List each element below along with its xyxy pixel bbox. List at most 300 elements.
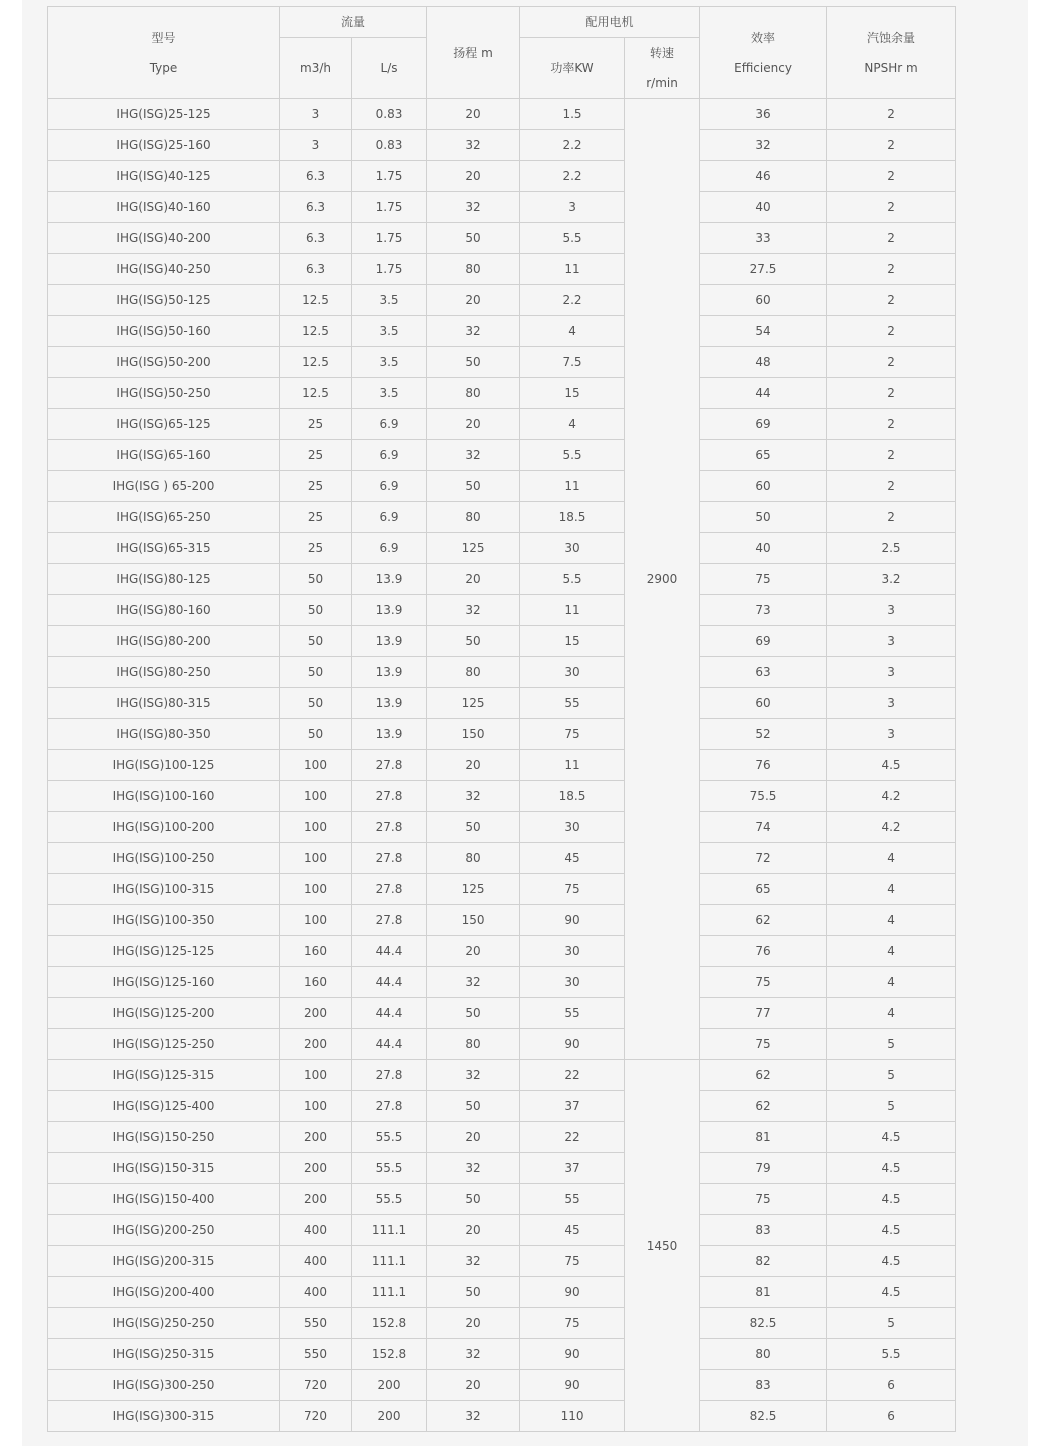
cell-flow-ls: 1.75 — [352, 254, 427, 285]
cell-npsh: 2 — [827, 161, 956, 192]
cell-efficiency: 60 — [700, 688, 827, 719]
cell-type: IHG(ISG)40-160 — [48, 192, 280, 223]
cell-flow-m3h: 12.5 — [280, 316, 352, 347]
cell-flow-m3h: 50 — [280, 564, 352, 595]
table-row — [48, 161, 956, 192]
cell-type: IHG(ISG)50-250 — [48, 378, 280, 409]
cell-head: 32 — [427, 595, 520, 626]
cell-flow-m3h: 100 — [280, 905, 352, 936]
cell-head: 20 — [427, 1215, 520, 1246]
table-row — [48, 1370, 956, 1401]
cell-power: 90 — [520, 905, 625, 936]
table-row — [48, 812, 956, 843]
cell-head: 125 — [427, 874, 520, 905]
cell-flow-m3h: 50 — [280, 626, 352, 657]
cell-flow-ls: 44.4 — [352, 936, 427, 967]
cell-power: 45 — [520, 1215, 625, 1246]
cell-npsh: 2 — [827, 471, 956, 502]
cell-head: 20 — [427, 99, 520, 130]
cell-flow-ls: 27.8 — [352, 781, 427, 812]
cell-npsh: 3 — [827, 626, 956, 657]
cell-npsh: 4.5 — [827, 1184, 956, 1215]
cell-power: 110 — [520, 1401, 625, 1432]
cell-type: IHG(ISG)150-400 — [48, 1184, 280, 1215]
cell-npsh: 6 — [827, 1370, 956, 1401]
cell-flow-m3h: 200 — [280, 998, 352, 1029]
table-header — [48, 7, 956, 99]
cell-flow-m3h: 3 — [280, 130, 352, 161]
table-row — [48, 192, 956, 223]
cell-flow-m3h: 200 — [280, 1184, 352, 1215]
cell-type: IHG(ISG)125-125 — [48, 936, 280, 967]
cell-power: 55 — [520, 998, 625, 1029]
cell-efficiency: 62 — [700, 1060, 827, 1091]
table-row — [48, 1184, 956, 1215]
cell-efficiency: 81 — [700, 1122, 827, 1153]
cell-flow-m3h: 50 — [280, 595, 352, 626]
cell-flow-ls: 1.75 — [352, 192, 427, 223]
table-body — [48, 99, 956, 1432]
cell-type: IHG(ISG)100-200 — [48, 812, 280, 843]
table-row — [48, 750, 956, 781]
cell-head: 32 — [427, 1246, 520, 1277]
cell-npsh: 5 — [827, 1029, 956, 1060]
cell-flow-ls: 13.9 — [352, 595, 427, 626]
cell-flow-ls: 27.8 — [352, 1060, 427, 1091]
cell-power: 30 — [520, 812, 625, 843]
cell-power: 7.5 — [520, 347, 625, 378]
cell-type: IHG(ISG)125-315 — [48, 1060, 280, 1091]
cell-power: 75 — [520, 719, 625, 750]
table-row — [48, 347, 956, 378]
cell-type: IHG(ISG)50-160 — [48, 316, 280, 347]
cell-flow-m3h: 50 — [280, 688, 352, 719]
cell-power: 3 — [520, 192, 625, 223]
cell-head: 32 — [427, 1060, 520, 1091]
cell-flow-m3h: 12.5 — [280, 378, 352, 409]
cell-head: 32 — [427, 440, 520, 471]
cell-power: 22 — [520, 1060, 625, 1091]
cell-flow-ls: 200 — [352, 1401, 427, 1432]
cell-power: 75 — [520, 874, 625, 905]
table-row — [48, 874, 956, 905]
cell-npsh: 5.5 — [827, 1339, 956, 1370]
cell-flow-m3h: 100 — [280, 874, 352, 905]
cell-npsh: 2 — [827, 192, 956, 223]
cell-power: 55 — [520, 1184, 625, 1215]
cell-flow-m3h: 550 — [280, 1308, 352, 1339]
table-row — [48, 316, 956, 347]
cell-flow-ls: 3.5 — [352, 378, 427, 409]
cell-efficiency: 52 — [700, 719, 827, 750]
cell-flow-ls: 13.9 — [352, 719, 427, 750]
cell-efficiency: 75.5 — [700, 781, 827, 812]
cell-flow-m3h: 3 — [280, 99, 352, 130]
cell-efficiency: 83 — [700, 1215, 827, 1246]
cell-head: 50 — [427, 626, 520, 657]
cell-efficiency: 83 — [700, 1370, 827, 1401]
cell-head: 150 — [427, 719, 520, 750]
cell-npsh: 4.5 — [827, 1153, 956, 1184]
cell-power: 30 — [520, 533, 625, 564]
cell-power: 90 — [520, 1370, 625, 1401]
cell-npsh: 4 — [827, 936, 956, 967]
cell-power: 11 — [520, 471, 625, 502]
cell-flow-ls: 0.83 — [352, 130, 427, 161]
cell-efficiency: 48 — [700, 347, 827, 378]
cell-efficiency: 50 — [700, 502, 827, 533]
table-row — [48, 1339, 956, 1370]
table-row — [48, 626, 956, 657]
cell-head: 20 — [427, 936, 520, 967]
cell-flow-ls: 0.83 — [352, 99, 427, 130]
cell-flow-ls: 111.1 — [352, 1246, 427, 1277]
table-row — [48, 378, 956, 409]
table-row — [48, 1122, 956, 1153]
cell-efficiency: 60 — [700, 471, 827, 502]
table-row — [48, 1215, 956, 1246]
cell-power: 2.2 — [520, 285, 625, 316]
cell-type: IHG(ISG)100-160 — [48, 781, 280, 812]
cell-head: 32 — [427, 781, 520, 812]
cell-head: 50 — [427, 812, 520, 843]
cell-flow-ls: 13.9 — [352, 564, 427, 595]
cell-flow-ls: 6.9 — [352, 471, 427, 502]
cell-head: 32 — [427, 130, 520, 161]
cell-flow-ls: 111.1 — [352, 1277, 427, 1308]
cell-power: 1.5 — [520, 99, 625, 130]
cell-npsh: 4.2 — [827, 812, 956, 843]
table-row — [48, 502, 956, 533]
cell-flow-m3h: 100 — [280, 812, 352, 843]
cell-power: 11 — [520, 750, 625, 781]
cell-type: IHG(ISG)65-125 — [48, 409, 280, 440]
header-flow-ls: L/s — [352, 38, 427, 99]
cell-npsh: 6 — [827, 1401, 956, 1432]
cell-head: 80 — [427, 378, 520, 409]
cell-flow-ls: 6.9 — [352, 409, 427, 440]
cell-flow-ls: 27.8 — [352, 812, 427, 843]
cell-power: 30 — [520, 657, 625, 688]
table-row — [48, 409, 956, 440]
cell-head: 20 — [427, 564, 520, 595]
cell-power: 5.5 — [520, 564, 625, 595]
cell-flow-m3h: 12.5 — [280, 285, 352, 316]
header-speed-cn: 转速 — [650, 46, 675, 60]
cell-npsh: 4 — [827, 843, 956, 874]
cell-power: 2.2 — [520, 161, 625, 192]
cell-flow-ls: 44.4 — [352, 998, 427, 1029]
cell-flow-m3h: 25 — [280, 502, 352, 533]
cell-flow-ls: 55.5 — [352, 1153, 427, 1184]
cell-power: 37 — [520, 1153, 625, 1184]
header-type-en: Type — [149, 60, 178, 75]
cell-head: 50 — [427, 223, 520, 254]
header-npsh-cn: 汽蚀余量 — [867, 30, 916, 45]
table-row — [48, 936, 956, 967]
cell-efficiency: 44 — [700, 378, 827, 409]
cell-type: IHG(ISG)40-200 — [48, 223, 280, 254]
cell-head: 20 — [427, 409, 520, 440]
table-row — [48, 1308, 956, 1339]
cell-flow-m3h: 50 — [280, 657, 352, 688]
cell-type: IHG(ISG)200-250 — [48, 1215, 280, 1246]
cell-type: IHG(ISG)50-125 — [48, 285, 280, 316]
cell-head: 125 — [427, 688, 520, 719]
cell-type: IHG(ISG)25-160 — [48, 130, 280, 161]
cell-efficiency: 65 — [700, 440, 827, 471]
cell-npsh: 3 — [827, 688, 956, 719]
cell-head: 20 — [427, 1122, 520, 1153]
cell-power: 11 — [520, 595, 625, 626]
cell-flow-ls: 1.75 — [352, 161, 427, 192]
cell-efficiency: 54 — [700, 316, 827, 347]
cell-power: 30 — [520, 936, 625, 967]
cell-type: IHG(ISG)50-200 — [48, 347, 280, 378]
cell-flow-ls: 111.1 — [352, 1215, 427, 1246]
cell-power: 90 — [520, 1277, 625, 1308]
cell-type: IHG(ISG)40-250 — [48, 254, 280, 285]
cell-head: 50 — [427, 1091, 520, 1122]
table-row — [48, 998, 956, 1029]
cell-flow-ls: 13.9 — [352, 626, 427, 657]
cell-npsh: 2 — [827, 409, 956, 440]
table-row — [48, 843, 956, 874]
cell-npsh: 2 — [827, 99, 956, 130]
cell-type: IHG(ISG)300-315 — [48, 1401, 280, 1432]
cell-power: 4 — [520, 409, 625, 440]
table-row — [48, 130, 956, 161]
cell-power: 90 — [520, 1029, 625, 1060]
cell-npsh: 3.2 — [827, 564, 956, 595]
cell-npsh: 4.5 — [827, 1122, 956, 1153]
cell-head: 50 — [427, 1184, 520, 1215]
header-motor: 配用电机 — [520, 7, 700, 38]
cell-flow-m3h: 100 — [280, 843, 352, 874]
header-flow-m3h: m3/h — [280, 38, 352, 99]
cell-head: 20 — [427, 1370, 520, 1401]
cell-npsh: 5 — [827, 1308, 956, 1339]
cell-head: 32 — [427, 316, 520, 347]
cell-flow-ls: 6.9 — [352, 440, 427, 471]
cell-npsh: 2 — [827, 254, 956, 285]
cell-flow-m3h: 200 — [280, 1153, 352, 1184]
cell-flow-m3h: 400 — [280, 1215, 352, 1246]
cell-type: IHG(ISG)300-250 — [48, 1370, 280, 1401]
cell-flow-m3h: 12.5 — [280, 347, 352, 378]
cell-head: 50 — [427, 1277, 520, 1308]
cell-flow-ls: 3.5 — [352, 285, 427, 316]
cell-flow-m3h: 160 — [280, 936, 352, 967]
cell-flow-m3h: 720 — [280, 1401, 352, 1432]
cell-speed: 2900 — [625, 99, 700, 1060]
table-row — [48, 471, 956, 502]
cell-power: 15 — [520, 378, 625, 409]
cell-type: IHG(ISG)150-315 — [48, 1153, 280, 1184]
cell-head: 80 — [427, 502, 520, 533]
cell-efficiency: 69 — [700, 409, 827, 440]
pump-spec-table — [47, 6, 956, 1432]
cell-head: 80 — [427, 657, 520, 688]
header-efficiency — [700, 7, 827, 99]
cell-type: IHG(ISG)80-350 — [48, 719, 280, 750]
table-row — [48, 254, 956, 285]
cell-npsh: 5 — [827, 1091, 956, 1122]
cell-flow-ls: 55.5 — [352, 1122, 427, 1153]
cell-type: IHG(ISG)80-315 — [48, 688, 280, 719]
cell-npsh: 2 — [827, 440, 956, 471]
cell-npsh: 4.5 — [827, 1277, 956, 1308]
cell-flow-m3h: 100 — [280, 781, 352, 812]
cell-type: IHG(ISG)80-160 — [48, 595, 280, 626]
table-row — [48, 533, 956, 564]
table-row — [48, 1060, 956, 1091]
cell-type: IHG(ISG ) 65-200 — [48, 471, 280, 502]
table-row — [48, 99, 956, 130]
cell-power: 22 — [520, 1122, 625, 1153]
cell-head: 32 — [427, 1153, 520, 1184]
cell-npsh: 4 — [827, 998, 956, 1029]
cell-flow-ls: 27.8 — [352, 750, 427, 781]
table-row — [48, 688, 956, 719]
cell-flow-m3h: 200 — [280, 1122, 352, 1153]
cell-efficiency: 77 — [700, 998, 827, 1029]
header-flow: 流量 — [280, 7, 427, 38]
cell-efficiency: 62 — [700, 1091, 827, 1122]
cell-type: IHG(ISG)100-250 — [48, 843, 280, 874]
cell-npsh: 3 — [827, 595, 956, 626]
cell-power: 90 — [520, 1339, 625, 1370]
cell-power: 5.5 — [520, 440, 625, 471]
table-row — [48, 1401, 956, 1432]
cell-npsh: 4 — [827, 905, 956, 936]
cell-flow-ls: 1.75 — [352, 223, 427, 254]
cell-efficiency: 36 — [700, 99, 827, 130]
cell-speed: 1450 — [625, 1060, 700, 1432]
cell-type: IHG(ISG)150-250 — [48, 1122, 280, 1153]
cell-type: IHG(ISG)80-250 — [48, 657, 280, 688]
cell-flow-ls: 27.8 — [352, 1091, 427, 1122]
cell-flow-m3h: 100 — [280, 1091, 352, 1122]
cell-head: 32 — [427, 967, 520, 998]
cell-power: 75 — [520, 1308, 625, 1339]
cell-head: 32 — [427, 1401, 520, 1432]
cell-type: IHG(ISG)200-315 — [48, 1246, 280, 1277]
header-type — [48, 7, 280, 99]
table-row — [48, 657, 956, 688]
cell-power: 75 — [520, 1246, 625, 1277]
header-efficiency-en: Efficiency — [734, 60, 792, 75]
cell-npsh: 4 — [827, 967, 956, 998]
cell-head: 32 — [427, 192, 520, 223]
cell-npsh: 4 — [827, 874, 956, 905]
cell-power: 30 — [520, 967, 625, 998]
cell-efficiency: 74 — [700, 812, 827, 843]
cell-power: 55 — [520, 688, 625, 719]
cell-efficiency: 27.5 — [700, 254, 827, 285]
cell-flow-ls: 152.8 — [352, 1308, 427, 1339]
cell-npsh: 2 — [827, 316, 956, 347]
cell-flow-ls: 3.5 — [352, 316, 427, 347]
cell-efficiency: 82 — [700, 1246, 827, 1277]
table-row — [48, 1153, 956, 1184]
cell-flow-m3h: 400 — [280, 1277, 352, 1308]
cell-flow-m3h: 720 — [280, 1370, 352, 1401]
cell-power: 5.5 — [520, 223, 625, 254]
cell-flow-ls: 13.9 — [352, 688, 427, 719]
cell-type: IHG(ISG)25-125 — [48, 99, 280, 130]
cell-efficiency: 73 — [700, 595, 827, 626]
cell-efficiency: 63 — [700, 657, 827, 688]
cell-flow-m3h: 100 — [280, 1060, 352, 1091]
cell-flow-ls: 44.4 — [352, 1029, 427, 1060]
cell-flow-ls: 27.8 — [352, 843, 427, 874]
cell-power: 4 — [520, 316, 625, 347]
cell-npsh: 2 — [827, 285, 956, 316]
cell-type: IHG(ISG)100-315 — [48, 874, 280, 905]
table-row — [48, 1091, 956, 1122]
cell-flow-ls: 152.8 — [352, 1339, 427, 1370]
cell-npsh: 4.5 — [827, 1246, 956, 1277]
cell-type: IHG(ISG)40-125 — [48, 161, 280, 192]
cell-head: 20 — [427, 1308, 520, 1339]
cell-efficiency: 40 — [700, 533, 827, 564]
cell-head: 50 — [427, 347, 520, 378]
table-row — [48, 285, 956, 316]
cell-type: IHG(ISG)100-350 — [48, 905, 280, 936]
cell-flow-m3h: 6.3 — [280, 192, 352, 223]
cell-efficiency: 40 — [700, 192, 827, 223]
cell-efficiency: 82.5 — [700, 1308, 827, 1339]
cell-flow-m3h: 550 — [280, 1339, 352, 1370]
cell-npsh: 5 — [827, 1060, 956, 1091]
header-efficiency-cn: 效率 — [751, 30, 776, 45]
cell-efficiency: 76 — [700, 936, 827, 967]
cell-flow-m3h: 400 — [280, 1246, 352, 1277]
cell-npsh: 2.5 — [827, 533, 956, 564]
cell-flow-m3h: 50 — [280, 719, 352, 750]
table-row — [48, 595, 956, 626]
cell-flow-m3h: 100 — [280, 750, 352, 781]
cell-efficiency: 75 — [700, 967, 827, 998]
cell-npsh: 4.5 — [827, 1215, 956, 1246]
cell-type: IHG(ISG)250-315 — [48, 1339, 280, 1370]
cell-efficiency: 72 — [700, 843, 827, 874]
cell-power: 2.2 — [520, 130, 625, 161]
cell-efficiency: 82.5 — [700, 1401, 827, 1432]
cell-type: IHG(ISG)200-400 — [48, 1277, 280, 1308]
cell-efficiency: 81 — [700, 1277, 827, 1308]
cell-efficiency: 80 — [700, 1339, 827, 1370]
cell-power: 45 — [520, 843, 625, 874]
cell-head: 80 — [427, 843, 520, 874]
cell-efficiency: 75 — [700, 564, 827, 595]
cell-npsh: 2 — [827, 347, 956, 378]
cell-npsh: 2 — [827, 378, 956, 409]
cell-head: 150 — [427, 905, 520, 936]
cell-efficiency: 32 — [700, 130, 827, 161]
cell-head: 32 — [427, 1339, 520, 1370]
cell-npsh: 3 — [827, 719, 956, 750]
cell-head: 125 — [427, 533, 520, 564]
cell-flow-ls: 200 — [352, 1370, 427, 1401]
table-row — [48, 781, 956, 812]
header-speed-unit: r/min — [646, 76, 678, 90]
header-power: 功率KW — [520, 38, 625, 99]
cell-flow-ls: 6.9 — [352, 502, 427, 533]
cell-flow-m3h: 25 — [280, 471, 352, 502]
cell-power: 18.5 — [520, 502, 625, 533]
